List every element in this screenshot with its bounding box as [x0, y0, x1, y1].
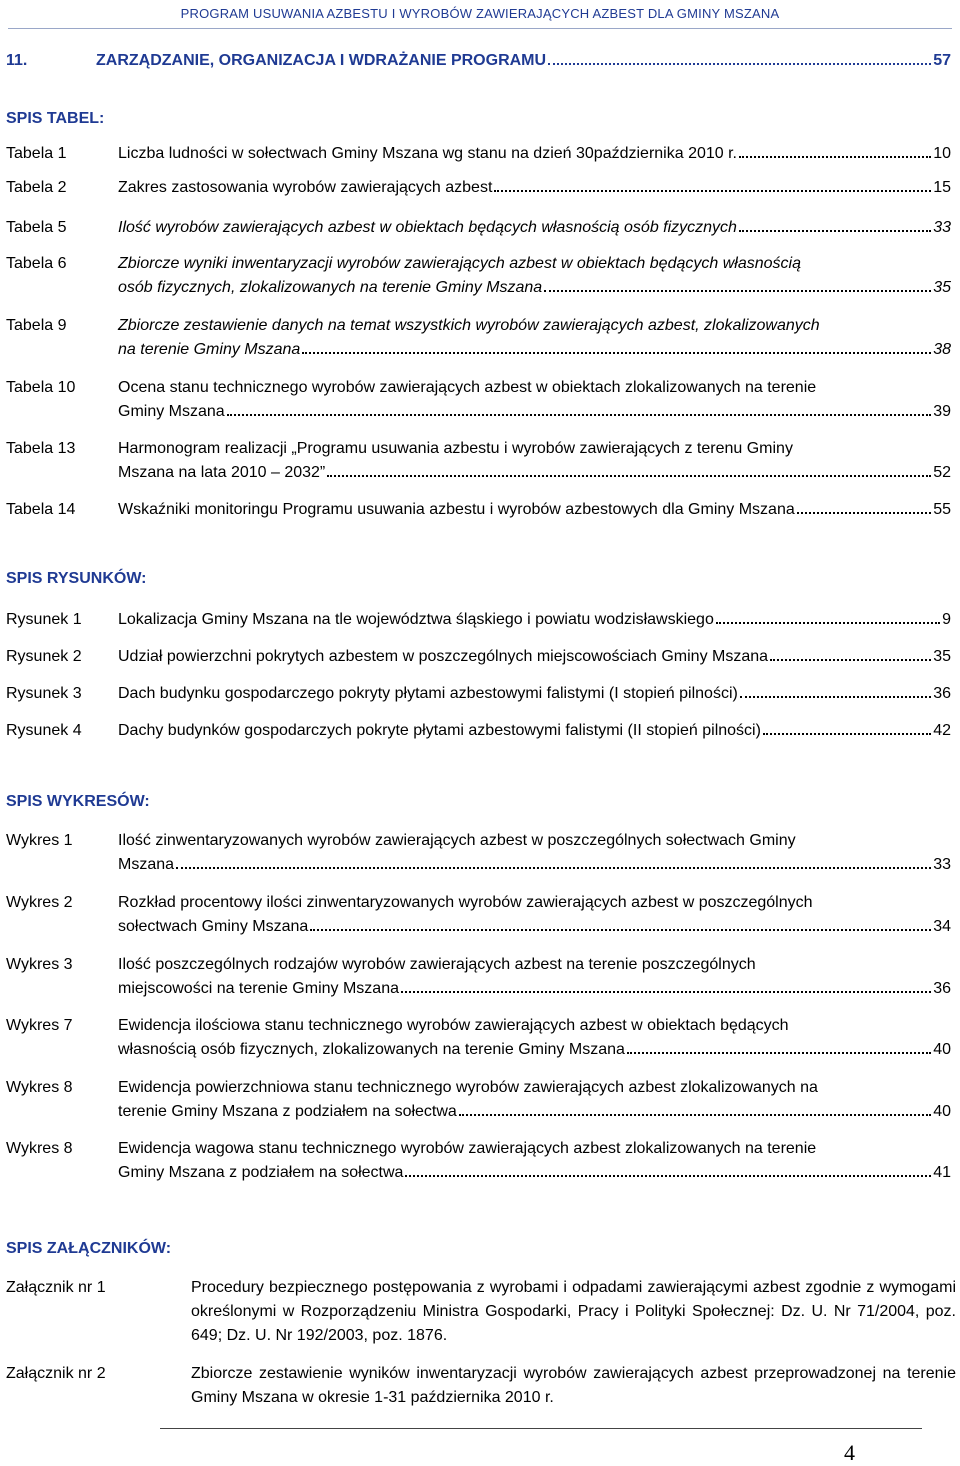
entry-title-line: miejscowości na terenie Gminy Mszana [118, 980, 399, 997]
entry-title-line: Ilość poszczególnych rodzajów wyrobów zawierających azbest na terenie poszczególnych [118, 956, 756, 973]
entry-label: Tabela 13 [6, 440, 76, 457]
entry-title-line: Lokalizacja Gminy Mszana na tle województwa śląskiego i powiatu wodzisławskiego [118, 611, 714, 628]
toc-entry[interactable] [6, 645, 951, 669]
leader-dots [405, 1175, 931, 1177]
entry-page: 41 [933, 1164, 951, 1181]
entry-title-line: Dachy budynków gospodarczych pokryte płytami azbestowymi falistymi (II stopień pilności) [118, 722, 761, 739]
entry-label: Tabela 10 [6, 379, 76, 396]
entry-title-line: Ewidencja wagowa stanu technicznego wyrobów zawierających azbest zlokalizowanych na terenie [118, 1140, 817, 1157]
entry-title-line: Liczba ludności w sołectwach Gminy Mszana wg stanu na dzień 30października 2010 r. [118, 145, 737, 162]
entry-label: Tabela 2 [6, 179, 67, 196]
entry-title [118, 682, 951, 706]
entry-label: Wykres 1 [6, 832, 73, 849]
entry-title-line: Rozkład procentowy ilości zinwentaryzowanych wyrobów zawierających azbest w poszczególnych [118, 894, 813, 911]
entry-label: Rysunek 2 [6, 648, 82, 665]
chapter-page: 57 [933, 52, 951, 69]
leader-dots [763, 733, 931, 735]
entry-title-line: Mszana na lata 2010 – 2032” [118, 464, 326, 481]
attachment-description: Procedury bezpiecznego postępowania z wyrobami i odpadami zawierającymi azbest zgodnie z wymogami określonymi w Rozporządzeniu Ministra Gospodarki, Pracy i Polityki Społecznej: Dz. U. Nr 71/2004, poz. 649; Dz. U. Nr 192/2003, poz. 1876. [191, 1279, 956, 1344]
entry-title [118, 437, 951, 485]
entry-title [118, 719, 951, 743]
leader-dots [770, 659, 931, 661]
entry-page: 42 [933, 722, 951, 739]
entry-page: 40 [933, 1103, 951, 1120]
entry-label: Wykres 8 [6, 1140, 73, 1157]
toc-entry[interactable] [6, 498, 951, 522]
entry-title [118, 314, 951, 362]
entry-page: 10 [933, 145, 951, 162]
toc-entry[interactable] [6, 953, 951, 1001]
toc-entry[interactable] [6, 1137, 951, 1185]
entry-title-line: Ewidencja powierzchniowa stanu technicznego wyrobów zawierających azbest zlokalizowanych na [118, 1079, 818, 1096]
leader-dots [310, 929, 931, 931]
leader-dots [627, 1052, 931, 1054]
entry-label: Wykres 7 [6, 1017, 73, 1034]
entry-title-line: Udział powierzchni pokrytych azbestem w poszczególnych miejscowościach Gminy Mszana [118, 648, 769, 665]
leader-dots [740, 696, 931, 698]
entry-title [118, 891, 951, 939]
leader-dots [459, 1114, 931, 1116]
entry-title-line: osób fizycznych, zlokalizowanych na terenie Gminy Mszana [118, 279, 543, 296]
entry-title [118, 216, 951, 240]
entry-title-line: Ewidencja ilościowa stanu technicznego wyrobów zawierających azbest w obiektach będących [118, 1017, 789, 1034]
entry-label: Rysunek 3 [6, 685, 82, 702]
toc-entry[interactable] [6, 176, 951, 200]
entry-title [118, 829, 951, 877]
entry-title-line: Gminy Mszana [118, 403, 225, 420]
toc-entry[interactable] [6, 829, 951, 877]
toc-entry[interactable] [6, 252, 951, 300]
entry-label: Tabela 6 [6, 255, 67, 272]
entry-title [118, 953, 951, 1001]
leader-dots [176, 867, 931, 869]
toc-entry[interactable] [6, 891, 951, 939]
leader-dots [548, 63, 931, 65]
entry-title-line: Mszana [118, 856, 175, 873]
entry-label: Wykres 2 [6, 894, 73, 911]
toc-entry[interactable] [6, 314, 951, 362]
leader-dots [327, 475, 931, 477]
leader-dots [302, 352, 931, 354]
entry-title-line: Ilość zinwentaryzowanych wyrobów zawierających azbest w poszczególnych sołectwach Gminy [118, 832, 796, 849]
toc-chapter-11[interactable] [6, 52, 951, 70]
graphs-heading: SPIS WYKRESÓW: [6, 793, 150, 810]
attachment-label: Załącznik nr 1 [6, 1279, 106, 1296]
entry-page: 9 [942, 611, 951, 628]
entry-title-line: sołectwach Gminy Mszana [118, 918, 309, 935]
entry-label: Tabela 9 [6, 317, 67, 334]
entry-title [118, 645, 951, 669]
header-rule [8, 28, 952, 29]
entry-title-line: Wskaźniki monitoringu Programu usuwania azbestu i wyrobów azbestowych dla Gminy Mszana [118, 501, 795, 518]
chapter-title: ZARZĄDZANIE, ORGANIZACJA I WDRAŻANIE PROGRAMU [96, 52, 547, 69]
entry-title-line: Ilość wyrobów zawierających azbest w obiektach będących własnością osób fizycznych [118, 219, 737, 236]
entry-title [118, 176, 951, 200]
entry-title-line: Zbiorcze wyniki inwentaryzacji wyrobów zawierających azbest w obiektach będących własnością [118, 255, 801, 272]
entry-title [118, 142, 951, 166]
attachment-label: Załącznik nr 2 [6, 1365, 106, 1382]
entry-page: 33 [933, 856, 951, 873]
entry-title-line: Ocena stanu technicznego wyrobów zawierających azbest w obiektach zlokalizowanych na terenie [118, 379, 817, 396]
entry-title-line: Dach budynku gospodarczego pokryty płytami azbestowymi falistymi (I stopień pilności) [118, 685, 738, 702]
entry-page: 52 [933, 464, 951, 481]
leader-dots [401, 991, 931, 993]
entry-label: Wykres 8 [6, 1079, 73, 1096]
entry-title-line: Zakres zastosowania wyrobów zawierających azbest [118, 179, 493, 196]
entry-page: 15 [933, 179, 951, 196]
entry-title-line: Gminy Mszana z podziałem na sołectwa [118, 1164, 404, 1181]
toc-entry[interactable] [6, 376, 951, 424]
entry-title-line: własnością osób fizycznych, zlokalizowanych na terenie Gminy Mszana [118, 1041, 625, 1058]
toc-entry[interactable] [6, 608, 951, 632]
page-number: 4 [844, 1440, 855, 1465]
entry-page: 36 [933, 980, 951, 997]
running-header: PROGRAM USUWANIA AZBESTU I WYROBÓW ZAWIERAJĄCYCH AZBEST DLA GMINY MSZANA [180, 6, 780, 21]
entry-page: 38 [933, 341, 951, 358]
leader-dots [739, 230, 931, 232]
entry-page: 35 [933, 279, 951, 296]
entry-title [118, 252, 951, 300]
tables-heading: SPIS TABEL: [6, 110, 105, 127]
entry-page: 34 [933, 918, 951, 935]
leader-dots [797, 512, 931, 514]
entry-page: 36 [933, 685, 951, 702]
leader-dots [494, 190, 931, 192]
figures-heading: SPIS RYSUNKÓW: [6, 570, 147, 587]
entry-label: Tabela 14 [6, 501, 76, 518]
entry-title [118, 1076, 951, 1124]
toc-entry[interactable] [6, 719, 951, 743]
entry-page: 35 [933, 648, 951, 665]
entry-title-line: terenie Gminy Mszana z podziałem na sołectwa [118, 1103, 457, 1120]
entry-page: 40 [933, 1041, 951, 1058]
entry-title-line: Harmonogram realizacji „Programu usuwania azbestu i wyrobów zawierających z terenu Gminy [118, 440, 793, 457]
entry-label: Wykres 3 [6, 956, 73, 973]
attachments-heading: SPIS ZAŁĄCZNIKÓW: [6, 1240, 172, 1257]
entry-label: Rysunek 1 [6, 611, 82, 628]
toc-entry[interactable] [6, 142, 951, 166]
footer-rule [160, 1428, 922, 1429]
entry-title-line: Zbiorcze zestawienie danych na temat wszystkich wyrobów zawierających azbest, zlokalizowanych [118, 317, 820, 334]
leader-dots [739, 156, 931, 158]
entry-title [118, 1014, 951, 1062]
entry-title [118, 376, 951, 424]
toc-entry[interactable] [6, 216, 951, 240]
attachment-entry[interactable] [6, 1362, 956, 1410]
leader-dots [716, 622, 940, 624]
chapter-number: 11. [6, 52, 28, 69]
entry-label: Rysunek 4 [6, 722, 82, 739]
entry-title [118, 1137, 951, 1185]
entry-title-line: na terenie Gminy Mszana [118, 341, 301, 358]
toc-entry[interactable] [6, 1076, 951, 1124]
entry-title [118, 608, 951, 632]
attachment-entry[interactable] [6, 1276, 956, 1348]
toc-entry[interactable] [6, 1014, 951, 1062]
entry-page: 55 [933, 501, 951, 518]
entry-label: Tabela 5 [6, 219, 67, 236]
leader-dots [544, 290, 931, 292]
leader-dots [227, 414, 932, 416]
entry-page: 33 [933, 219, 951, 236]
attachment-description: Zbiorcze zestawienie wyników inwentaryzacji wyrobów zawierających azbest przeprowadzonej na terenie Gminy Mszana w okresie 1-31 października 2010 r. [191, 1365, 956, 1406]
entry-label: Tabela 1 [6, 145, 67, 162]
entry-page: 39 [933, 403, 951, 420]
toc-entry[interactable] [6, 437, 951, 485]
entry-title [118, 498, 951, 522]
toc-entry[interactable] [6, 682, 951, 706]
